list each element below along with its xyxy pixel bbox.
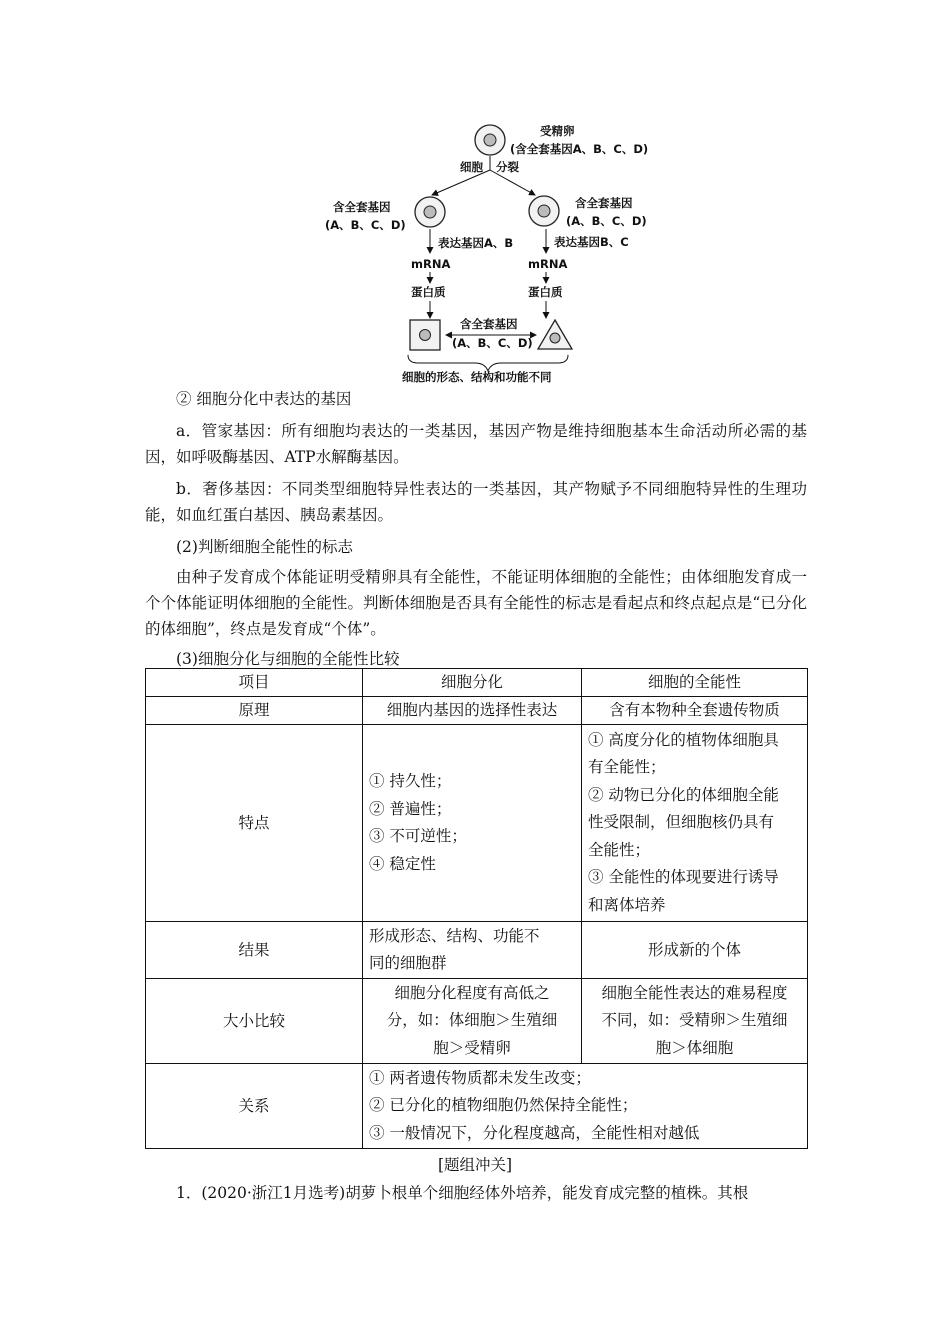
left-cell-label: 含全套基因 <box>333 200 391 214</box>
result-differentiation <box>362 922 581 979</box>
exercise-section-tag: [题组冲关] <box>437 1156 513 1174</box>
table-row-relation <box>146 1064 808 1149</box>
luxury-genes-paragraph: b．奢侈基因：不同类型细胞特异性表达的一类基因，其产物赋予不同细胞特异性的生理功能，如血红蛋白基因、胰岛素基因。 <box>145 480 807 524</box>
header-differentiation: 细胞分化 <box>362 669 581 697</box>
relation-content <box>362 1064 807 1149</box>
list-line: 性受限制，但细胞核仍具有 <box>587 813 774 832</box>
list-item: ② 普遍性； <box>368 799 452 818</box>
list-item: ③ 一般情况下，分化程度越高，全能性相对越低 <box>368 1123 700 1142</box>
comparison-heading: (3)细胞分化与细胞的全能性比较 <box>176 650 400 668</box>
list-line: 细胞分化程度有高低之 <box>394 983 550 1002</box>
list-line: 同的细胞群 <box>368 954 447 972</box>
left-mrna: mRNA <box>411 257 451 271</box>
text-section <box>145 386 807 672</box>
zygote-genes: (含全套基因A、B、C、D) <box>510 142 649 156</box>
division-label-left: 细胞 <box>460 160 483 174</box>
header-totipotency: 细胞的全能性 <box>581 669 807 697</box>
compare-label: 大小比较 <box>146 979 363 1064</box>
right-mrna: mRNA <box>528 257 568 271</box>
list-line: 不同，如：受精卵＞生殖细 <box>601 1011 788 1030</box>
square-cell-icon <box>410 320 440 350</box>
left-expressed-genes: 表达基因A、B <box>438 236 514 250</box>
list-line: 细胞全能性表达的难易程度 <box>601 983 788 1002</box>
features-totipotency <box>581 725 807 922</box>
list-line: 胞＞体细胞 <box>655 1038 734 1057</box>
cell-differentiation-diagram <box>300 115 670 390</box>
zygote-cell-icon <box>475 125 505 155</box>
features-differentiation <box>362 725 581 922</box>
genes-expressed-heading: ② 细胞分化中表达的基因 <box>176 390 352 408</box>
list-line: ① 高度分化的植物体细胞具 <box>587 730 779 749</box>
principle-differentiation: 细胞内基因的选择性表达 <box>362 697 581 725</box>
question-1: 1．(2020·浙江1月选考)胡萝卜根单个细胞经体外培养，能发育成完整的植株。其根 <box>176 1184 749 1202</box>
list-item: ① 两者遗传物质都未发生改变； <box>368 1068 591 1087</box>
list-line: ③ 全能性的体现要进行诱导 <box>587 868 779 887</box>
table-row-features <box>146 725 808 922</box>
left-cell-genes: (A、B、C、D) <box>325 218 406 232</box>
totipotency-marker-heading: (2)判断细胞全能性的标志 <box>176 538 353 556</box>
division-label-right: 分裂 <box>496 160 519 174</box>
list-line: 有全能性； <box>587 758 666 777</box>
right-cell-label: 含全套基因 <box>575 196 633 210</box>
list-line: 和离体培养 <box>587 895 666 914</box>
bottom-genes-label: 含全套基因 <box>460 317 518 331</box>
right-expressed-genes: 表达基因B、C <box>554 235 629 249</box>
diagram-caption: 细胞的形态、结构和功能不同 <box>402 370 552 384</box>
principle-label: 原理 <box>146 697 363 725</box>
comparison-table <box>145 668 808 1149</box>
list-item: ④ 稳定性 <box>368 854 436 873</box>
list-line: 全能性； <box>587 840 650 859</box>
table-row-result <box>146 922 808 979</box>
left-cell-icon <box>415 197 445 227</box>
housekeeping-genes-paragraph: a．管家基因：所有细胞均表达的一类基因，基因产物是维持细胞基本生命活动所必需的基因，如呼吸酶基因、ATP水解酶基因。 <box>145 422 807 466</box>
zygote-label: 受精卵 <box>540 124 575 138</box>
relation-label: 关系 <box>146 1064 363 1149</box>
list-item: ② 已分化的植物细胞仍然保持全能性； <box>368 1096 638 1115</box>
bottom-genes: (A、B、C、D) <box>452 336 533 350</box>
totipotency-marker-paragraph: 由种子发育成个体能证明受精卵具有全能性，不能证明体细胞的全能性；由体细胞发育成一个个体能证明体细胞的全能性。判断体细胞是否具有全能性的标志是看起点和终点起点是“已分化的体细胞”，终点是发育成“个体”。 <box>145 568 807 638</box>
principle-totipotency: 含有本物种全套遗传物质 <box>581 697 807 725</box>
left-protein: 蛋白质 <box>411 285 446 299</box>
result-totipotency: 形成新的个体 <box>581 922 807 979</box>
header-item: 项目 <box>146 669 363 697</box>
table-header-row <box>146 669 808 697</box>
list-line: 分，如：体细胞＞生殖细 <box>386 1011 558 1030</box>
compare-totipotency <box>581 979 807 1064</box>
list-item: ③ 不可逆性； <box>368 827 467 845</box>
triangle-cell-icon <box>538 320 572 349</box>
list-line: 形成形态、结构、功能不 <box>368 926 540 945</box>
list-item: ① 持久性； <box>368 772 452 790</box>
table-row-principle <box>146 697 808 725</box>
right-cell-icon <box>529 196 559 226</box>
right-protein: 蛋白质 <box>528 285 563 299</box>
compare-differentiation <box>362 979 581 1064</box>
list-line: 胞＞受精卵 <box>433 1038 511 1057</box>
right-cell-genes: (A、B、C、D) <box>566 214 647 228</box>
table-row-compare <box>146 979 808 1064</box>
features-label: 特点 <box>146 725 363 922</box>
result-label: 结果 <box>146 922 363 979</box>
list-line: ② 动物已分化的体细胞全能 <box>587 785 779 804</box>
